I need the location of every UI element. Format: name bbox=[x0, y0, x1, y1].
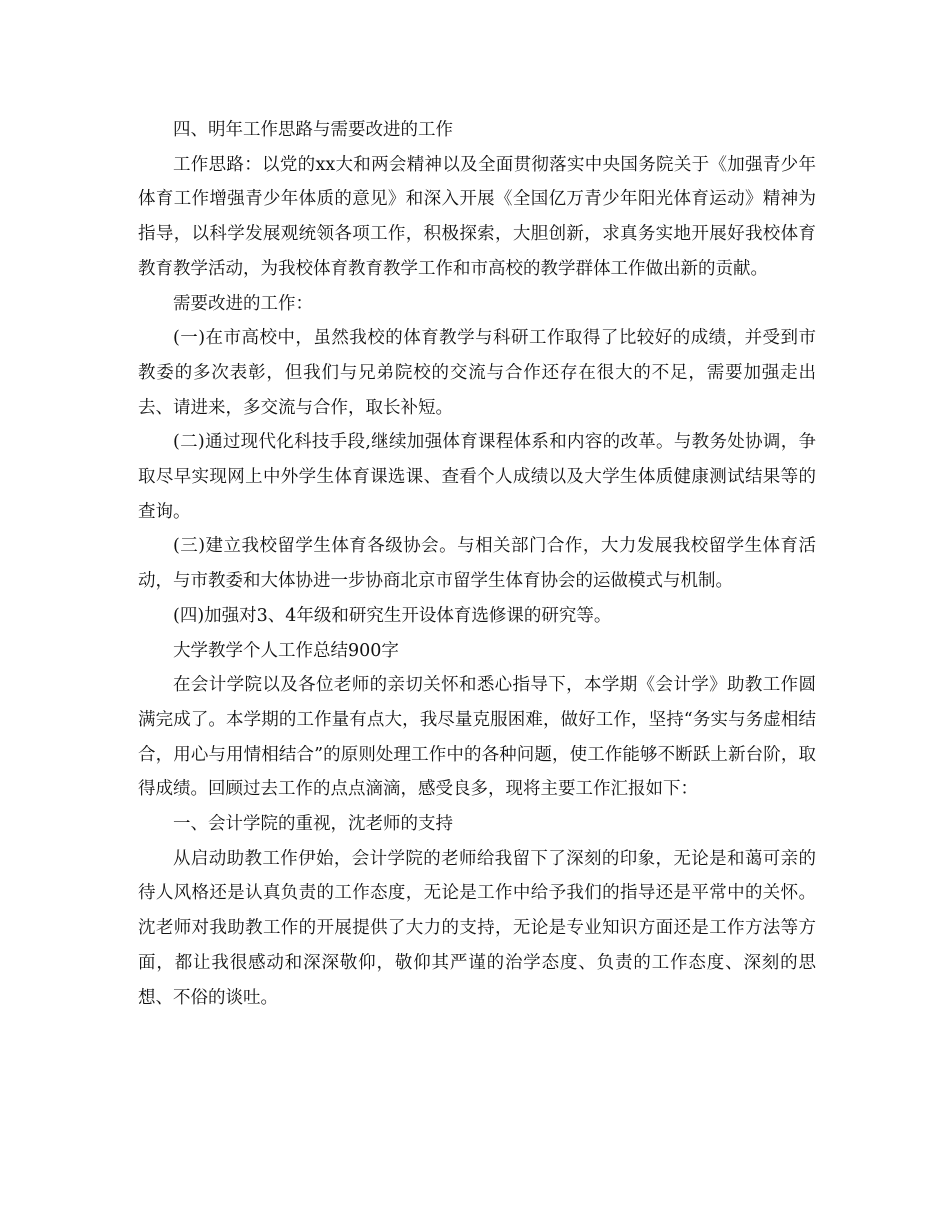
paragraph-improvements-label: 需要改进的工作： bbox=[173, 293, 313, 314]
paragraph-improvement-4: (四)加强对3、4年级和研究生开设体育选修课的研究等。 bbox=[173, 605, 612, 626]
paragraph-improvement-1: (一)在市高校中，虽然我校的体育教学与科研工作取得了比较好的成绩，并受到市教委的多次表彰，但我们与兄弟院校的交流与合作还存在很大的不足，需要加强走出去、请进来，多交流与合作，取长补短。 bbox=[138, 328, 816, 418]
article-title: 大学教学个人工作总结900字 bbox=[173, 640, 399, 661]
paragraph-intro: 在会计学院以及各位老师的亲切关怀和悉心指导下，本学期《会计学》助教工作圆满完成了。本学期的工作量有点大，我尽量克服困难，做好工作，坚持“务实与务虚相结合，用心与用情相结合”的原则处理工作中的各种问题，使工作能够不断跃上新台阶，取得成绩。回顾过去工作的点点滴滴，感受良多，现将主要工作汇报如下： bbox=[138, 675, 816, 800]
document-body bbox=[138, 113, 816, 1015]
section-heading-accounting-school: 一、会计学院的重视，沈老师的支持 bbox=[173, 814, 453, 835]
paragraph-improvement-3: (三)建立我校留学生体育各级协会。与相关部门合作，大力发展我校留学生体育活动，与市教委和大体协进一步协商北京市留学生体育协会的运做模式与机制。 bbox=[138, 536, 816, 592]
paragraph-work-approach: 工作思路：以党的xx大和两会精神以及全面贯彻落实中央国务院关于《加强青少年体育工作增强青少年体质的意见》和深入开展《全国亿万青少年阳光体育运动》精神为指导，以科学发展观统领各项工作，积极探索，大胆创新，求真务实地开展好我校体育教育教学活动，为我校体育教育教学工作和市高校的教学群体工作做出新的贡献。 bbox=[138, 154, 816, 279]
paragraph-improvement-2: (二)通过现代化科技手段,继续加强体育课程体系和内容的改革。与教务处协调，争取尽早实现网上中外学生体育课选课、查看个人成绩以及大学生体质健康测试结果等的查询。 bbox=[138, 432, 816, 522]
paragraph-accounting-school: 从启动助教工作伊始，会计学院的老师给我留下了深刻的印象，无论是和蔼可亲的待人风格还是认真负责的工作态度，无论是工作中给予我们的指导还是平常中的关怀。沈老师对我助教工作的开展提供了大力的支持，无论是专业知识方面还是工作方法等方面，都让我很感动和深深敬仰，敬仰其严谨的治学态度、负责的工作态度、深刻的思想、不俗的谈吐。 bbox=[138, 848, 816, 1008]
section-heading-next-year-plan: 四、明年工作思路与需要改进的工作 bbox=[173, 120, 453, 140]
